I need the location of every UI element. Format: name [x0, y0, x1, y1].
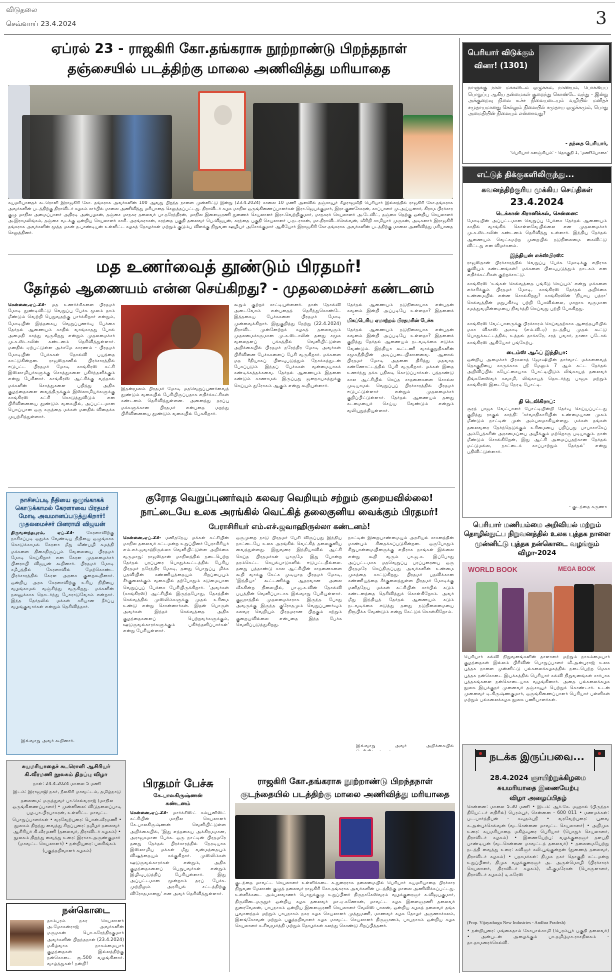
pm-speech-text: மார்க்சிஸ்ட் கம்யூனிஸ்ட் கட்சியின் மாநில செயலாளர் கே.பாலகிருஷ்ணன் வெளியிட்டுள்ள அறிக்கையில், 'இது எத்தகைய அக்கிரமமான, அராஜகமான பேச்சு. ஒரு நாட்டின் பிரதமரே தனது தேர்தல் பிரச்சாரத்தில் நேரடியாக இஸ்லாமிய மக்கள் மீது வன்மத்தையும் விஷத்தையும் கக்குகிறார். முஸ்லிம்கள் ஊடுருவல்காரர்கள் என்றும், அதிக குழந்தைகளைப் பெறுபவர்கள் என்றும் இழிவுபடுத்திப் பேசியுள்ளார். இது அப்பட்டமான மூன்றாம் தரப் பேச்சு. முற்றிலும் அரசியல் சட்டத்திற்கு விரோதமானது' என அவர் தெரிவித்துள்ளார்.	[130, 811, 226, 897]
person-orange-shirt	[554, 586, 574, 652]
main-col-4b: தேர்தல் ஆணையம் நடுநிலையாக என்பதன் கவனம் இன்றி அப்படியே உள்ளதா? இதனைக் குறித்து தேர்தல் ஆணையம் நடவடிக்கை எடுக்க வேண்டும். இந்தியா கூட்டணி வாக்குறுதிகளின் சமூகநீதியின் அடிப்படையிலானவை. ஆனால் பிரதமர் மோடி அதனை திரித்து மதவாத கண்ணோட்டத்தில் பேசி வருகிறார். மக்கள் இதை உணர்ந்து தக்க பதிலடி கொடுப்பார்கள். பத்தாண்டு கால ஆட்சியில் செய்த சாதனைகளை சொல்ல முடியாமல் வெறுப்புப் பிரச்சாரத்தில் பிரதமர் ஈடுபட்டுள்ளார் என்றும் முதலமைச்சர் குறிப்பிட்டுள்ளார். தேர்தல் ஆணையம் தனது கடமையைச் செய்ய வேண்டும் என்றும் வலியுறுத்தியுள்ளார்.	[347, 328, 454, 414]
news-item: மோடியின் அப்பட்டமான வெறுப்பு பேச்சை தேர்தல் ஆணையம் காதில் வாங்கிக் கொள்ளவேயில்லை என முதலமைச்சர் மு.க.ஸ்டாலின் கண்டனம் தெரிவித்து உள்ளார். இந்திய தேர்தல் ஆணையம் வெட்கமற்ற முறையில் நடுநிலைமை கைவிட்டு விட்டது என விமர்சனம்.	[467, 219, 607, 249]
kerala-closing: இவ்வாறு அவர் கூறினார்.	[21, 739, 75, 744]
chief-minister-photo	[121, 305, 229, 385]
lead-photo	[8, 85, 453, 199]
periyar-photo	[539, 45, 609, 81]
person-saree	[528, 592, 552, 652]
portrait-face	[214, 105, 232, 125]
library-opening-box	[6, 760, 126, 900]
lead-photo-caption: சுயமரியாதைச் சுடரொளி இராஜகிரி கோ. தங்கராசு அவர்களின் 100 ஆவது பிறந்த நாளை முன்னிட்டு இன்று (23.4.2024) காலை 10 மணி அளவில் தஞ்சாவூர் கீழராஜவீதி பெரியார் இல்லத்தில் ராஜகிரி கோ.தங்கராசு அவர்களின் படத்திற்கு திராவிடர் கழகம் சார்பில் மாலை அணிவித்து மரியாதை செலுத்தப்பட்டது. திராவிடர் கழக மாநில ஒருங்கிணைப்பாளர்கள் இரா.ஜெயக்குமார், இரா.குணசேகரன், காப்பாளர் மு.அய்யனார், கிராம பிரச்சார குழு மாநில அமைப்பாளர் அதிரடி அன்பழகன், தஞ்சை மாநகர தலைவர் பா.நரேந்திரன், மாநில இளைஞரணி துணைச் செயலாளர் இரா.வெற்றிகுமார், மாநகரச் செயலாளர் அ.டேவிட், தஞ்சை தெற்கு ஒன்றிய செயலாளர் அ.இராமலிங்கம், தஞ்சை வடக்கு ஒன்றிய செயலாளர் காசி. அரங்கராசன், கரந்தை பகுதி தலைவர் பெ.விஜயன், கரந்தை பகுதி செயலாளர் ப.நடராசன், மா.திராவிடச்செல்வன், வீசிறி சாமியார் முருகன், அடிகளார் இராஜகிரி தங்கராசு அவர்களின் மூத்த மகன் த.பாண்டியன் உள்ளிட்ட கழகத் தோழர்கள் மற்றும் குடும்ப விளக்கு நிறுவன ஊழியர் அசோக்குமார் ஆகியோர் இராஜகிரி கோ.தங்கராசு அவர்களின் படத்திற்கு மாலை அணிவித்து மரியாதை செலுத்தினர்.	[8, 201, 453, 236]
periyar-question-box	[462, 42, 612, 164]
library-date-time: நாள்: 24.4.2024 மாலை 5 மணி	[33, 782, 101, 787]
jawahirullah-col-2: ஒருமுறை நாடு பிரதமர் பேசி விருப்பது இந்திய நாட்டையே உலக அரங்கில் வெட்கித் தலைகுனிய வைத்துள்ளது. இதுவரை இந்தியாவில் ஆட்சி செய்த பிரதமர்கள் யாருமே இது போன்ற தரம்கெட்ட செயல்பாடுகளில் ஈடுபட்டதில்லை. தனது பத்தாண்டு கால ஆட்சியின் சாதனைகளை கூறி வாக்கு கேட்க முடியாத பிரதமர் மோடி, 'இந்தியா' கூட்டணிக்கு ஆதரவான அலை வீசுகின்ற நிலையில், பா.ஜ.க.வின் தோல்வி பயத்தின் வெளிப்பாடாக இவ்வாறு பேசியுள்ளார். குஜராத்தில் முதலமைச்சராக இருந்த போது அவருக்கு இருந்த குரோதமும் வெறுப்புணர்வும் கலவர வெறியும் பிரதமரான பிறகும் சற்றும் குறையவில்லை என்பதை இந்த பேச்சு வெளிப்படுத்துகிறது.	[236, 536, 342, 628]
main-dateline: சென்னை,ஏப்.23-	[8, 303, 47, 308]
news-item: ராஜஸ்தான் பிரச்சாரத்தில் வெறுப்பு பேச்சு மோடிக்கு எதிராக குவியும் கண்டனங்கள்! மக்களை பிளவுபடுத்தும் நாடகம் என எதிர்க்கட்சிகள் குற்றச்சாட்டு.	[467, 261, 607, 279]
book-donation-photo	[462, 562, 612, 652]
pm-speech-subhead-1: கே.பாலகிருஷ்ணன்	[153, 793, 203, 799]
person-black-shirt	[574, 584, 594, 652]
people-group-right	[253, 103, 403, 199]
person-brown-shirt	[594, 584, 612, 652]
pm-speech-subhead-2: கண்டனம்	[165, 801, 191, 807]
event-english-note: (Prop. Vijayadurga New Industries - Andhra Pradesh)	[467, 920, 566, 925]
periyar-title-1: பெரியார் விடுக்கும்	[467, 48, 535, 57]
pm-speech-headline: பிரதமர் பேச்சு	[142, 777, 214, 790]
top-rule	[0, 2, 615, 3]
compiler-credit: - குடந்தை கருணா	[568, 505, 607, 510]
world-book-day-headline: பெரியார் மணியம்மை அறிவியல் மற்றும் தொழில்நுட்ப நிறுவனத்தில் உலக புத்தக நாளை முன்னிட்டு புத்தக நன்கொடை வழங்கும் விழா-2024	[463, 521, 611, 558]
main-photo-caption: இதன்மூலம் பிரதமர் மோடி மதவெறுப்புணர்வைத் தூண்டும் வகையில் பேசியிருப்பதாக எதிர்க்கட்சிகள் கண்டனம் தெரிவித்துள்ளன. அனைத்து தரப்பு மக்களுக்கான பிரதமர் என்பதை மறந்து பிரிவினையை தூண்டும் வகையில் பேசுகிறார்.	[121, 387, 229, 417]
kerala-dateline: திருவனந்தபுரம், ஏப்.23-	[11, 531, 75, 536]
news-item: காங்கிரஸ் வேட்பாளருக்கு பிரச்சாரம் செய்வதற்காக ஆனந்தபுரியில் மகா விகாஸ் அகாடி (எம்.வி.ஏ) நடத்திய முதல் கூட்டு பொதுக்கூட்டத்தில், உத்தவ் தாக்கரே, சரத் பவார், நானா படோல் காங்கிரஸ் ஆகியோர் பங்கேற்பு.	[467, 322, 607, 346]
kudanthai-headline-1: ராஜகிரி கோ.தங்கராசு நூற்றாண்டு பிறந்தநாள்	[257, 777, 433, 787]
divider	[8, 487, 455, 488]
elder-with-green-turban	[403, 115, 453, 199]
divider	[8, 254, 453, 255]
event-closing: • நன்றியுரை: மங்கைதாம் கோபால்சாமி (பெரம்பூர் பகுதி தலைவர்) • அன்புடன் அழைக்கும் பா.தமிழ்மா.ராசதிலகம் - தா.தாமரைச்செல்வி.	[467, 929, 609, 947]
people-left	[235, 815, 325, 879]
periyar-banner	[463, 43, 611, 83]
donation-body: தாம்பரம் நகர செயலாளர் அ.மோகன்ராஜ் அவர்களின் மருமகன் பொ.சுரேந்திரகுமார் அவர்களின் பிறந்தநாள் (23.4.2024) மகிழ்வாக நாகம்மையார் குழந்தைகள் இல்லத்திற்கு நன்கொடை ரூ.500 வழங்கினார். வாழ்த்துகள்! நன்றி!	[47, 919, 124, 968]
jawahirullah-headline-1: குரோத வெறுப்புணர்வும் கலவர வெறியும் சற்றும் குறையவில்லை!	[145, 493, 434, 504]
donation-box	[6, 903, 126, 971]
black-flag-icon	[591, 749, 609, 771]
black-flag-icon	[467, 749, 485, 771]
jawahirullah-headline-3: பேராசிரியர் எம்.எச்.ஜவாஹிருல்லா கண்டனம்!	[208, 522, 371, 531]
date-line: செவ்வாய் 23.4.2024	[6, 20, 77, 28]
periyar-title-2: வினா! (1301)	[474, 61, 528, 70]
person-purple-shirt	[502, 588, 524, 652]
column-divider	[229, 778, 230, 972]
news-item: ஒன்றிய அமைச்சர் பிரகலாத் ஜோஷியின் தார்வாட் மக்களவைத் தொகுதியை காருக்காக ஸ்ரீ மேலும் 7 ஆம் கட்ட தேர்தல் அறிவிப்பில் சுயேட்சையாக போட்டியிடும் லிங்காயத் தலைவர் திங்களேஸ்வர் சுவாமி, லிங்காயத் தொடர்ந்து பாஜக மற்றும் காங்கிரஸ் இடையே நேரடி போட்டி.	[467, 358, 607, 388]
main-col-4a: தேர்தல் ஆணையம் நடுநிலையாக என்பதன் கவனம் இன்றி அப்படியே உள்ளதா? இதனைக்	[347, 303, 454, 315]
upcoming-events-title: நடக்க இருப்பவை...	[489, 752, 585, 763]
eight-directions-date: 23.4.2024	[510, 197, 564, 208]
main-headline-1: மத உணர்வைத் தூண்டும் பிரதமர்!	[96, 257, 362, 277]
eight-directions-title: எட்டுத் திக்குகளிலிருந்து...	[477, 170, 575, 179]
white-shirt	[157, 349, 223, 385]
eight-directions-box	[462, 166, 612, 518]
library-venue: இடம்: இராஜாஜி நகர், நீலகிரி மாவட்டம், தமிழ்நாடு	[12, 790, 121, 795]
jawahirullah-col-3: நாட்டின் இறையாண்மையும் அரசியல் சாசனத்தின் மாண்பும் சிதைக்கப்படுகின்றன. ஒருபோதும் சிறுபான்மையினருக்கு எதிராக நாங்கள் இல்லை என்று கூறி வரும் பா.ஜ.க. இப்போது அப்பட்டமாக மதவெறுப்பு பரப்புரையை ஒரு பிரதமரே செய்திருப்பது அவர்களின் உண்மை முகத்தை காட்டுகிறது. பிரதமர் பதவிக்கான கண்ணியத்தை சீர்குலைத்துள்ள பிரதமர் மோடிக்கு மனிதநேய மக்கள் கட்சியின் சார்பில் கடும் கண்டனத்தை தெரிவித்துக் கொள்கிறோம். அவர் மீது இந்தியத் தேர்தல் ஆணையம் கடும் நடவடிக்கை எடுத்து தனது நடுநிலைமையை நிரூபிக்க வேண்டும் என்று கேட்டுக் கொள்கிறோம்.	[348, 536, 454, 616]
face	[171, 315, 201, 349]
kerala-box	[6, 492, 118, 755]
eight-directions-subtitle: கவனத்திற்குரிய முக்கிய செய்திகள்	[481, 186, 593, 194]
source-deccan-chronicle: டெக்கான் கிரானிக்கல், சென்னை:	[496, 211, 578, 217]
periyar-quote: நாளுக்கு நாள் மக்களிடம் ஒழுக்கம், நாணயம், போக்கியப் பொறுப்பு ஆகிய தன்மைகள் குறைந்து கொண்டே வந்து - இன்று அக்குறைவு நிலை உச்ச நிலையடையும் வழியில் மனிதச் சமுதாயமானது செல்லும் நிலையில் சமுதாய ஒழுக்கமும், பொது அமைதியின் நிலையும் என்னாவது?	[468, 86, 608, 118]
kerala-body	[11, 531, 114, 729]
main-col-1-text: மத உணர்ச்சிகளை பிரதமர் மோடி தூண்டிவிட்டு வெறுப்பு பேச்சு மூலம் தாம் மீண்டும் வெற்றி பெறுவதற்கு பார்க்கிறார் என்றும், மோடியின் இத்தகைய வெறுப்புணர்வு பேச்சை தேர்தல் ஆணையம் காதில் வாங்காதது போல் அமைதி காத்து வருகிறது என்றும் முதலமைச்சர் மு.க.ஸ்டாலின் கண்டனம் தெரிவித்துள்ளார். மனதில் ஏற்பட்டுள்ள அச்சமே காரணம் - பிரதமர் மோடியின் பேச்சுகள் தோல்வி பயத்தை காட்டுகின்றன. ராஜஸ்தானில் பிரச்சாரத்தில் ஈடுபட்ட பிரதமர் மோடி காங்கிரஸ் கட்சி இஸ்லாமியர்களுக்கு சொத்துகளை பகிர்ந்தளிக்கும் என்று பேசினார். காங்கிரஸ் ஆட்சிக்கு வந்தால் மக்களின் சொத்துகளை பறித்து அதிக குழந்தைகளை வைத்திருக்கும் இஸ்லாமியர்களுக்கு காங்கிரஸ் கட்சி கொடுத்துவிடும் என பிரிவினையை தூண்டும் வகையில், அப்பட்டமான பொய்யான ஒரு கருத்தை மக்கள் மனதில் விதைக்க முயற்சித்துள்ளார்.	[8, 303, 115, 420]
source-indian-express: இந்தியன் எக்ஸ்பிரஸ்:	[510, 253, 564, 259]
periyar-author: - தந்தை பெரியார்,	[565, 141, 608, 147]
event-title-2: விழா அழைப்பிதழ்	[509, 794, 567, 802]
photo-banner-mega-book: MEGA BOOK	[558, 567, 596, 573]
jawahirullah-headline-2: நாட்டையே உலக அரங்கில் வெட்கித் தலைகுனிய வைக்கும் பிரதமர்!	[140, 507, 439, 518]
page-number: 3	[595, 8, 607, 29]
event-date: 28.4.2024 ஞாயிற்றுக்கிழமை	[489, 774, 587, 782]
event-body: சென்னை: மாலை 5.30 மணி • இடம்: ஆர்.கே. மஹால் (பிருந்தா தியேட்டர் எதிரில்) பெரம்பூர், சென்னை - 600 011 • மணமக்கள்: பட.பார்த்திபன் - கவுதம்ஸ்ரீ • வரவேற்புரை: பூவை க.அன்புச்செல்வன் (வடசென்னை மாவட்ட செயலாளர்) • அறிமுக உரை: சுயமரியாதை மகிழ்வுரை பெரியார் (பொதுச் செயலாளர், திராவிடர் கழகம்) • இணையேற்பு: வழக்குரைஞர் தளபதி பாண்டியன் (வடசென்னை மாவட்டத் தலைவர்) • தலைமையேற்று நடத்தி வைத்து உரை: கவிஞர் கலி.பூங்குன்றன் (துணைத் தலைவர், திராவிடர் கழகம்) • பதாமர்கள்: திமுக நகர் தொகுதி சட்டமன்ற உறுப்பினர், திமுக வழக்குரைஞர் அ. அருள்மொழி (பிரச்சாரச் செயலாளர், திராவிடர் கழகம்), வீ.குமரேசன் (பொருளாளர், திராவிடர் கழகம்) டி.கரேஸ்	[467, 805, 609, 879]
portrait-frame	[198, 91, 246, 171]
kerala-text: கேரளாவிற்கு நாசிசப்படி ஒதுக்க வேண்டிய நிதியை ஒழுங்காக கொடுக்காமல் கேரளா மீது வீண்பழி சுமத்தி மக்களை திசைதிருப்பும் வேலையை பிரதமர் மோடி செய்கிறார் என கேரள முதலமைச்சர் பினராயி விஜயன் கூறினார். பிரதமர் மோடி சமீபத்தில் கேரளாவில் மேற்கொண்ட பிரச்சாரத்தில் கேரள அரசை குறைகூறினார். ஒன்றிய அரசு கேரளாவிற்கு உரிய நிதியை வழங்காமல் வஞ்சித்து வருகிறது. மக்களின் நலனுக்காக தொடர்ந்து போராடுவோம் என்றார். இந்த தேர்தலில் மக்கள் சரியான தீர்ப்பு வழங்குவார்கள் என்றும் தெரிவித்தார்.	[11, 531, 114, 611]
main-col-3: கூறும் குற்றச் சாட்டியுள்ளனர். தான் தோல்வி அடைவோம் என்பதைத் தெரிந்துகொண்டே இத்தகைய பேச்சுகளை பிரதமர் மோடி முன்வைக்கிறார். இதுகுறித்து நேற்று (22.4.2024) திராவிட முன்னேற்றக் கழகத் தலைவரும் முதலமைச்சருமான மு.க.ஸ்டாலின் தனது சமூக வலைதளப் பக்கத்தில் வெளியிட்டுள்ள அறிக்கையில் பிரதமர் நரேந்திர மோடி அவர்கள் பிரிவினை பேச்சுகளைப் பேசி வருகிறார். மக்களை மத ரீதியாகப் பிளவுபடுத்தும் நோக்கத்துடன் பேசப்படும் இந்தப் பேச்சுகள் வன்மையாகக் கண்டிக்கத்தக்கவை. தேர்தல் ஆணையம் இதனை கண்டும் காணாமல் இருப்பது ஜனநாயகத்துக்கு செய்யும் துரோகம் ஆகும் என்று கூறியுள்ளார்.	[234, 303, 341, 389]
news-item: சூரத் பாஜக வேட்பாளர் போட்டியின்றி தேர்வு செய்யப்பட்டது குறித்து ராகுல் காந்தி: 'சர்வாதிகாரியின் உண்மையான முகம் மீண்டும் நாட்டின் முன் அம்பலமாகியுள்ளது. மக்கள் தங்கள் தலைவரை தேர்ந்தெடுக்கும் உரிமையை பறிப்பது பாபாசாகேப் அம்பேத்கரின் அரசமைப்பை அழிக்கும் மற்றொரு படியாகும். நான் மீண்டும் சொல்கிறேன், இது ஆட்சி அமைப்பதற்கான தேர்தல் மட்டுமல்ல, நாட்டைக் காப்பாற்றும் தேர்தல்' என்று பதிவிட்டுள்ளார்.	[467, 407, 607, 456]
donor-photo	[10, 920, 44, 966]
pm-speech-dateline: சென்னை,ஏப்.23-	[130, 811, 169, 816]
lead-headline-1: ஏப்ரல் 23 - ராஜகிரி கோ.தங்கராசு நூற்றாண்டு பிறந்தநாள்	[51, 41, 407, 57]
lead-headline-2: தஞ்சையில் படத்திற்கு மாலை அணிவித்து மரியாதை	[67, 61, 391, 77]
people-right	[385, 811, 455, 879]
paper-name: விடுதலை	[6, 6, 38, 14]
kudanthai-headline-2: குடந்தையில் படத்திற்கு மாலை அணிவித்து மரியாதை	[240, 790, 450, 800]
source-times-of-india: டைம்ஸ் ஆஃப் இந்தியா:	[506, 350, 568, 356]
main-subhead: மிகப்பெரிய ஏமாற்றம் பிரதமரின் பேச்சு	[347, 319, 434, 324]
main-col-1	[8, 303, 115, 483]
sidebar-divider	[459, 38, 460, 973]
jawahirullah-col-1	[123, 536, 229, 753]
periyar-source: 'பெரியார் களஞ்சியம்' - தொகுதி 1, 'மணியோசை'	[510, 151, 608, 156]
upcoming-events-box	[462, 744, 612, 972]
news-item: காங்கிரஸ் 'உங்கள் செல்வத்தை பங்கீடு செய்யும்' என்று மக்களை எச்சரிக்கும் பிரதமர் மோடி, காங்கிரஸ் தேர்தல் அறிக்கை உண்மையில் என்ன சொல்கிறது? காங்கிரஸின் 'நியாய பத்ரா' செல்வத்தின் மறுபகிர்வு பற்றி பேசவில்லை, மாறாக வருமான சமத்துவமின்மையை நிவர்த்தி செய்வது பற்றி பேசுகிறது.	[467, 282, 607, 312]
library-headline: சுயமரியாதைச் சுடரொளி ஆசிரியர் கி.வீரமணி நூலகம் திறப்பு விழா	[21, 764, 111, 778]
main-headline-2: தேர்தல் ஆணையம் என்ன செய்கிறது? - முதலமைச்சர் கண்டனம்	[23, 281, 435, 297]
person-green-shirt	[476, 582, 498, 652]
header-divider	[4, 34, 611, 35]
portrait-garland	[339, 817, 373, 857]
source-telegraph: தி டெலிகிராப்:	[518, 399, 556, 405]
jawahirullah-col-1-text: மனிதநேய மக்கள் கட்சியின் மாநில தலைவர் சட்டமன்ற உறுப்பினர் பேராசிரியர் எம்.எச்.ஜவாஹிருல்லா வெளியிட்டுள்ள அறிக்கை வருமாறு: ராஜஸ்தான் மாநிலத்தில் நடைபெற்ற தேர்தல் பரப்புரை பொதுக்கூட்டத்தில் பேசிய பிரதமர் நரேந்திர மோடி, தனது பொறுப்பு மிக்க பதவியின் கண்ணியத்தையும் சிறப்பையும் சீர்குலைக்கும் வகையில் தற்போதும் கடுமையான வெறுப்புப் பேச்சை பேசியிருக்கிறார். 'அவர்கள் (காங்கிரஸ்) ஆட்சியில் இருந்தபோது, தேசத்தின் செல்வத்தில் முஸ்லிம்களுக்கு முதல் உரிமை உண்டு என்று சொன்னார்கள். இதன் பொருள் அவர்கள் இந்தச் செல்வத்தை அதிக குழந்தைகளைப் பெற்றவர்களுக்கும், ஊடுருவல்காரர்களுக்கும் பகிர்ந்தளிப்பார்கள்' என்று பேசியுள்ளார்.	[123, 536, 229, 635]
jawahirullah-dateline: சென்னை,ஏப்.23-	[123, 536, 162, 541]
kerala-headline: நாசிசப்படி நீதியை ஒழுங்காகக் கொடுக்காமல் கேரளாவை பிரதமர் மோடி அவமானப்படுத்துகிறார்! முதலமைச்சர் பினராயி விஜயன்	[15, 497, 109, 528]
jawahirullah-closing: இவ்வாறு அவர் அறிக்கையில்	[356, 744, 454, 749]
world-book-day-caption: பெரியார் கல்வி நிறுவனங்களின் தாளாளர் மற்றும் நாகம்மையார் குழந்தைகள் இல்லம் பிரிவின் பொறுப்பாளர் வீ.அன்புராஜ் உலக புத்தக நாளை முன்னிட்டு பல்கலைக்கழகத்தில் நடைபெற்ற மெகா புத்தக நன்கொடை இயக்கத்தில் பெரியார் கல்வி நிறுவனங்கள் சார்பாக புத்தகங்களை நன்கொடையாக வழங்கினார். அதை பல்கலைக்கழக நூலக இயக்குநர் முனைவர் தஞ்சாவூர் பெற்றுக் கொண்டார். உடன் முனைவர் டி.கிருஷ்ணகுமார், ஒருங்கிணைப்பாளர் பெரியார் பள்ளிகள் மற்றும் பல்கலைக்கழக நூலக பணியாளர்கள்.	[464, 655, 610, 704]
people-group-left	[22, 115, 172, 199]
table	[193, 171, 251, 191]
kudanthai-caption: குடந்தை மாவட்ட செயலாளர் உள்ளிக்கடை சு.துரைராசு தலைமையில் பெரியார் சுயமரியாதை பிரச்சார நிறுவன மேலாண் குழுத் தலைவர் ராஜகிரி கோ.தங்கராசு அவர்களின் படத்திற்கு மாலை அணிவிக்கப்பட்டது. உள்ளிக்கடை அம்பலவாணர் பொதுக்குழு உறுப்பினர் திருநாகேஸ்வரம் வழக்குரைஞர் க.விஜயகுமார், திருவிடைமருதூர் ஒன்றிய கழக தலைவர் மா.ஏ.கணேசன், மாவட்ட கழக இளைஞரணி தலைவர் துரைவேலன், பாபநாசம் ஒன்றிய இளைஞரணி செயலாளர் வேலிஸ் பாலன், ஒன்றிய கழகத் தலைவர் தங்க பூவானந்தம் மற்றும் பாபநாசம் நகர கழக செயலாளர் முத்துமணி, மாணவர் கழக தோழர் அருணாச்சலம், இளங்கோவன் மற்றும் பகுத்தறிவாளர் கழக மாவட்ட செயலாளர் திருஞானம், பாபநாசம் ஒன்றிய கழக செயலாளர் க.சிவமூர்த்தி மற்றும் தோழர்கள் கலந்து கொண்டு சிறப்பித்தனர்.	[235, 881, 455, 930]
donation-title: நன்கொடை	[62, 906, 110, 916]
purple-table	[335, 861, 379, 879]
kudanthai-photo	[235, 803, 455, 879]
raised-hand	[133, 333, 142, 361]
event-title-1: சுயமரியாதை இணையேற்பு	[497, 784, 579, 792]
pm-speech-body	[130, 811, 226, 966]
photo-banner-world-book: WORLD BOOK	[468, 567, 518, 574]
library-body: தலைமை: மருத்துவர் பா.செல்வராஜ் (மாநில ஒருங்கிணைப்பாளர்) • முன்னிலை: விடுதலைப்பாடி பழ.பா.பிரபாகரன், உள்ளிட்ட மாவட்ட பொறுப்பாளர்கள் • வரவேற்புரை: பொன்.வீரமணி • நூலகம் திறந்து வைத்து சிறப்புரை: தமிழர் தலைவர் ஆசிரியர் கி.வீரமணி (தலைவர், திராவிடர் கழகம்) • நூலகம் திறந்து வைத்து உரை: இராசா.அருண்குமார் (மாவட்ட செயலாளர்) • நன்றியுரை: பலசிங்கம் (பகுத்தறிவாளர் கழகம்)	[12, 799, 122, 854]
eight-directions-banner	[463, 167, 611, 183]
